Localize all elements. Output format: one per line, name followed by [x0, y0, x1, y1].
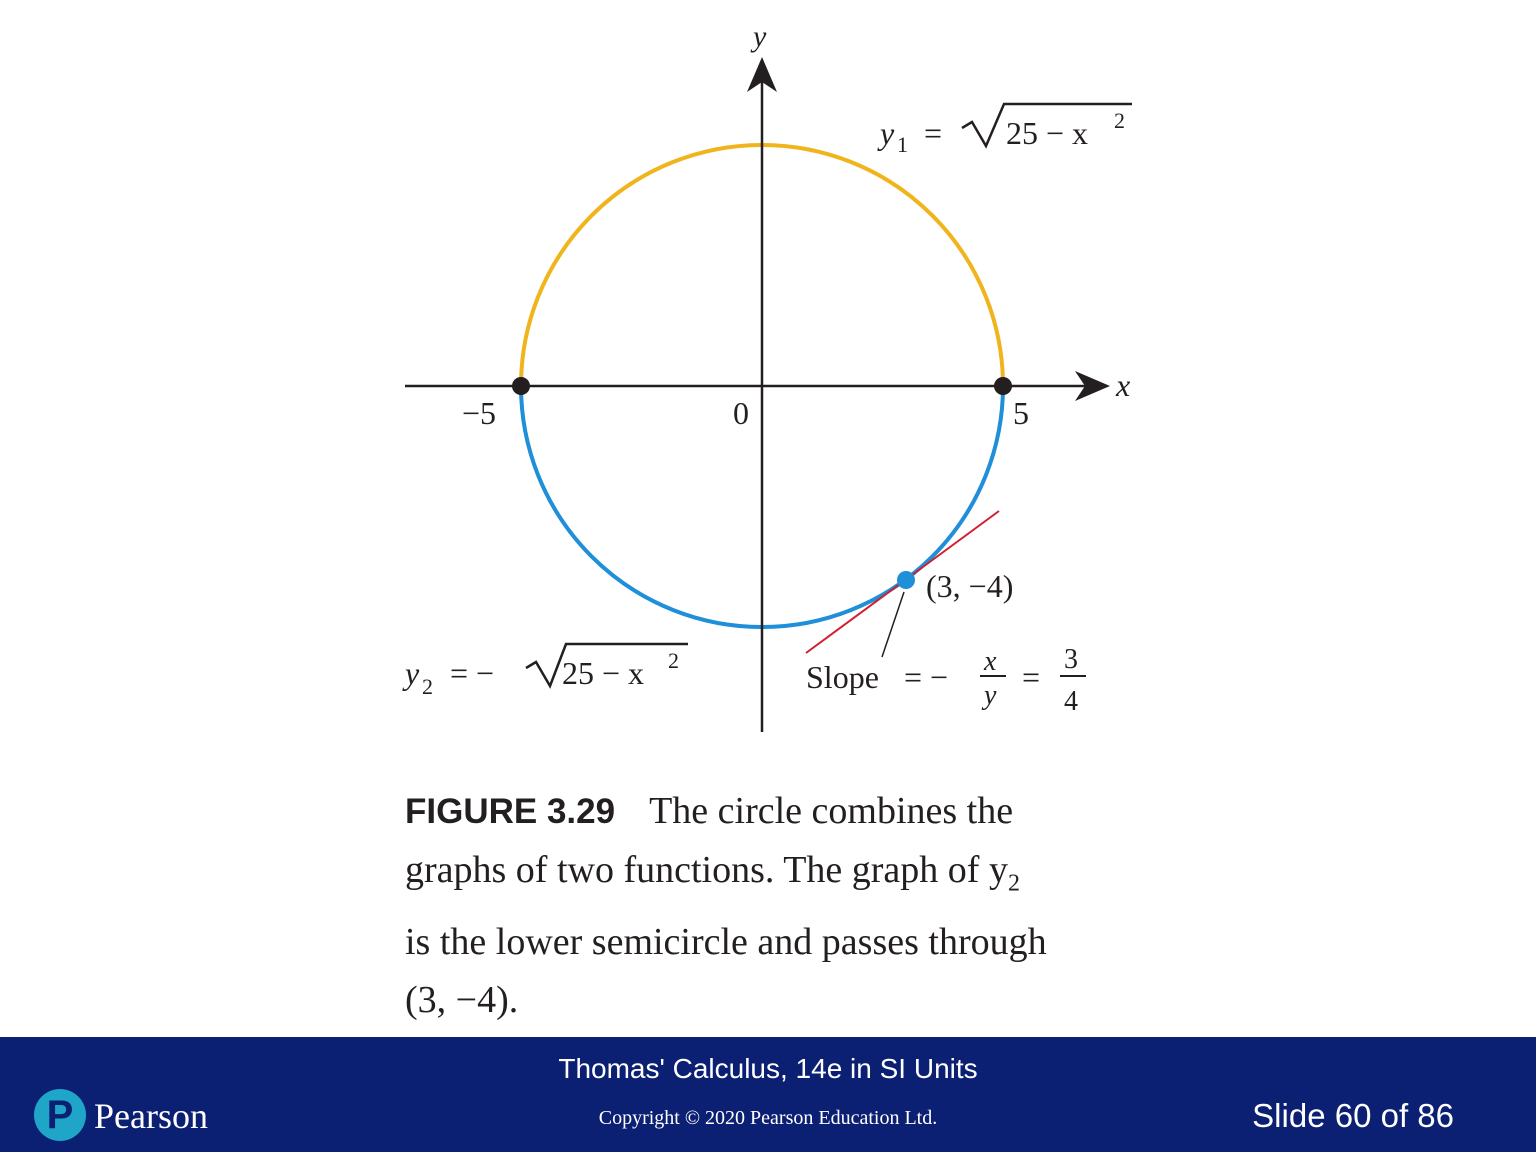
svg-text:25 − x: 25 − x	[562, 655, 645, 691]
book-title: Thomas' Calculus, 14e in SI Units	[558, 1053, 978, 1084]
y-axis-label: y	[753, 20, 767, 53]
caption-line-2: graphs of two functions. The graph of $y_2$	[405, 849, 1020, 897]
svg-text:= −: = −	[904, 659, 949, 695]
svg-text:x: x	[984, 646, 997, 677]
y1-equation	[877, 104, 1132, 157]
tick-label-5: 5	[1013, 395, 1029, 431]
caption-line-4: (3, −4).	[405, 978, 519, 1021]
caption-line-3: is the lower semicircle and passes through	[405, 920, 1047, 963]
copyright-text: Copyright © 2020 Pearson Education Ltd.	[598, 1107, 938, 1129]
caption-line-1: FIGURE 3.29 The circle combines the	[405, 790, 1014, 832]
svg-text:=: =	[924, 115, 943, 151]
x-axis-label: x	[1116, 367, 1131, 403]
svg-text:Slope: Slope	[806, 659, 879, 695]
svg-text:y: y	[880, 115, 895, 151]
slope-leader-line	[882, 592, 904, 657]
tick-label-0: 0	[733, 395, 749, 431]
pearson-logo-icon: P	[34, 1089, 86, 1141]
svg-text:3: 3	[1064, 644, 1078, 675]
tick-label-minus5: −5	[462, 395, 497, 431]
point-5	[994, 377, 1012, 395]
svg-text:4: 4	[1064, 686, 1078, 717]
point-label: (3, −4)	[926, 568, 1014, 604]
pearson-brand: Pearson	[94, 1096, 208, 1136]
point-3-minus4	[897, 571, 915, 589]
figure-number: FIGURE 3.29	[405, 792, 616, 831]
slide-counter: Slide 60 of 86	[1252, 1097, 1454, 1134]
svg-text:2: 2	[1114, 108, 1125, 133]
slope-equation	[806, 644, 1086, 717]
slide-footer	[0, 1037, 1536, 1152]
svg-text:2: 2	[422, 674, 433, 699]
svg-text:2: 2	[668, 648, 679, 673]
svg-text:1: 1	[897, 132, 908, 157]
y2-equation	[402, 644, 688, 699]
point-minus5	[512, 377, 530, 395]
svg-text:y: y	[984, 680, 997, 711]
figure-caption	[405, 782, 1165, 1029]
svg-text:= −: = −	[450, 655, 495, 691]
svg-text:25 − x: 25 − x	[1006, 115, 1089, 151]
svg-text:=: =	[1022, 659, 1041, 695]
svg-text:y: y	[405, 655, 420, 691]
